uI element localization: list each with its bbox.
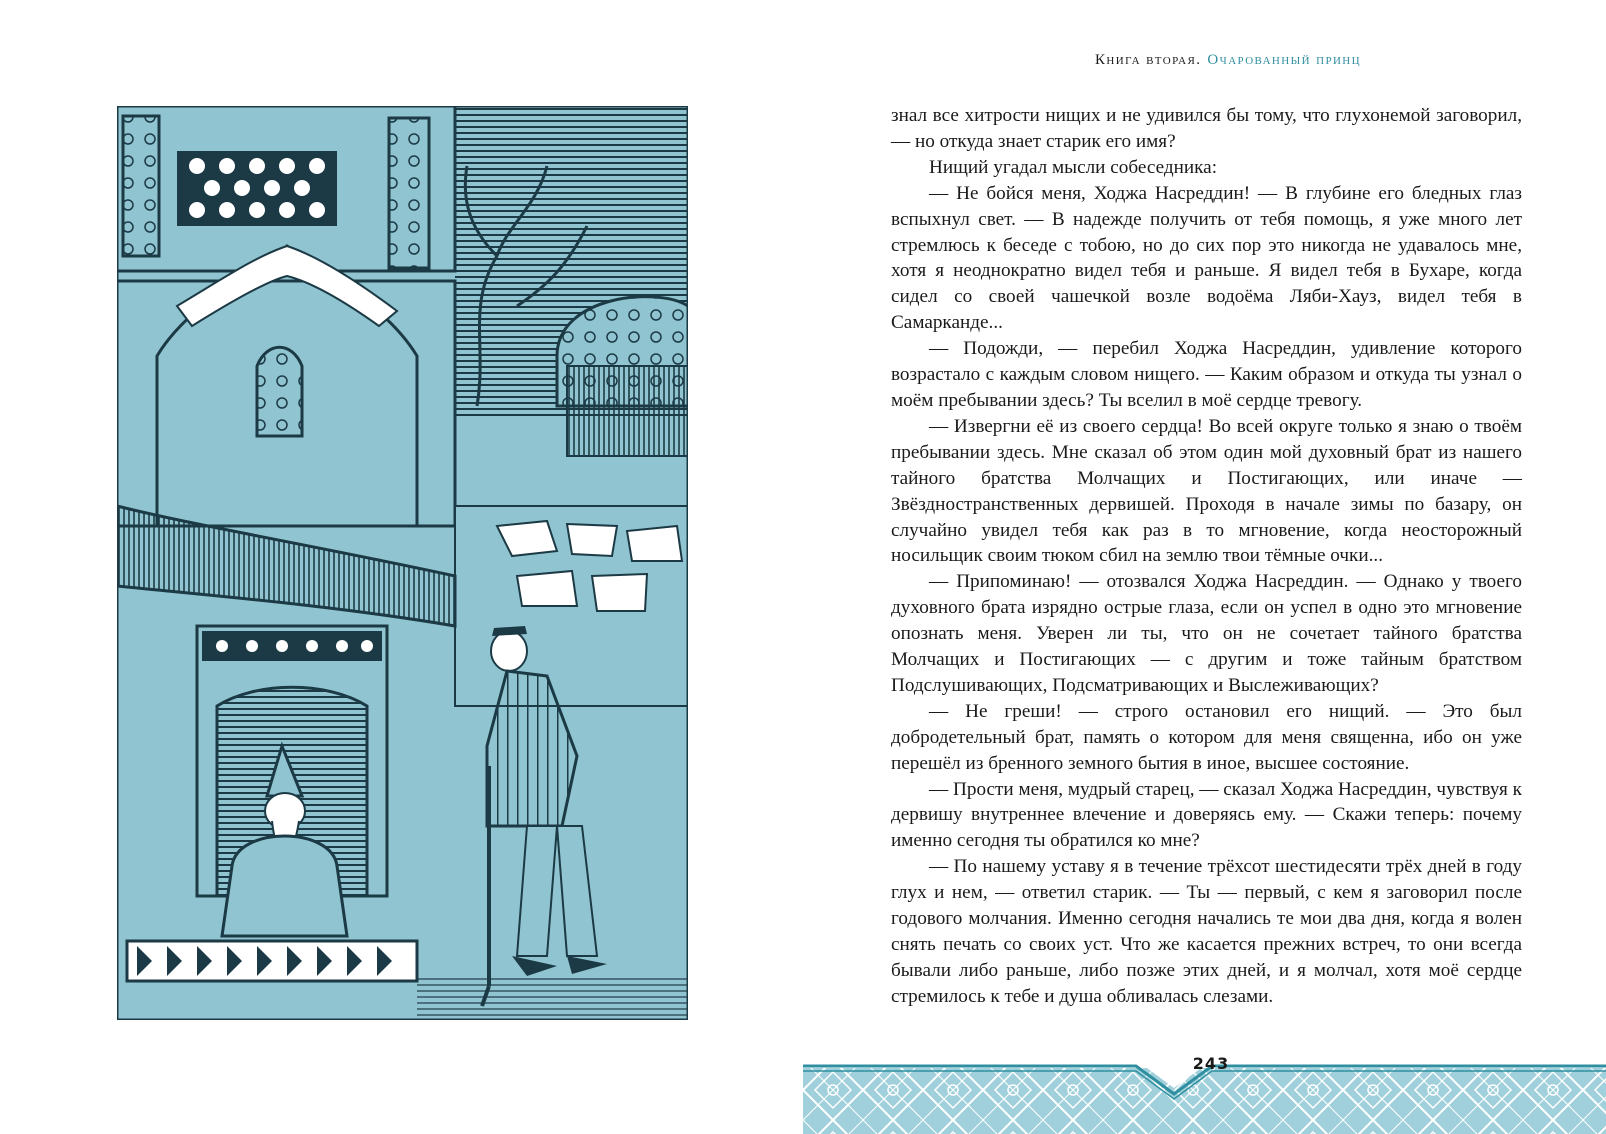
paragraph: — Не греши! — строго остановил его нищий. — Это был добродетельный брат, память о котором для меня священна, ибо он уже перешёл из бренного земного бытия в иное, высшее состояние. (891, 700, 1522, 774)
page-number: 243 (1192, 1054, 1230, 1073)
body-text (891, 103, 1522, 1010)
paragraph: — Прости меня, мудрый старец, — сказал Ходжа Насреддин, чувствуя к дервишу внутреннее влечение и доверяясь ему. — Скажи теперь: почему именно сегодня ты обратился ко мне? (891, 778, 1522, 852)
paragraph: — Подожди, — перебил Ходжа Насреддин, удивление которого возрастало с каждым словом нищего. — Каким образом и откуда ты узнал о моём пребывании здесь? Ты вселил в моё сердце тревогу. (891, 338, 1522, 411)
paragraph: — Не бойся меня, Ходжа Насреддин! — В глубине его бледных глаз вспыхнул свет. — В надежде получить от тебя помощь, я уже много лет стремлюсь к беседе с тобою, но до сих пор это никогда не удавалось мне, хотя я неоднократно видел тебя и раньше. Я видел тебя в Бухаре, когда сидел со своей чашечкой возле водоёма Ляби-Хауз, видел тебя в Самарканде... (891, 182, 1522, 334)
paragraph: Нищий угадал мысли собеседника: (929, 156, 1218, 178)
paragraph: — По нашему уставу я в течение трёхсот шестидесяти трёх дней в году глух и нем, — ответил старик. — Ты — первый, с кем я заговорил после годового молчания. Именно сегодня начались те мои два дня, когда я волен снять печать со своих уст. Что же касается прежних встреч, то они всегда бывали либо раньше, либо позже этих дней, и я молчал, хотя моё сердце стремилось к тебе и душа обливалась слезами. (891, 856, 1522, 1007)
book-illustration (117, 106, 688, 1020)
illustration-beggar-dervish-icon (117, 106, 688, 1020)
paragraph: — Извергни её из своего сердца! Во всей округе только я знаю о твоём пребывании здесь. Мне сказал об этом один мой духовный брат из нашего тайного братства Молчащих и Постигающих, или иначе — Звёздностранственных дервишей. Проходя в начале зимы по базару, он случайно увидел тебя как раз в то мгновение, когда неосторожный носильщик своим тюком сбил на землю твои тёмные очки... (891, 415, 1522, 567)
paragraph: знал все хитрости нищих и не удивился бы тому, что глухонемой заговорил, — но откуда знает старик его имя? (891, 105, 1522, 152)
chapter-title: Очарованный принц (1207, 52, 1361, 68)
book-title: Книга вторая. (1095, 52, 1202, 68)
paragraph: — Припоминаю! — отозвался Ходжа Насреддин. — Однако у твоего духовного брата изрядно острые глаза, если он успел в одно это мгновение опознать меня. Уверен ли ты, что он не сочетает тайного братства Молчащих и Постигающих — с другим и тоже тайным братством Подслушивающих, Подсматривающих и Выслеживающих? (891, 571, 1522, 696)
running-header (1095, 52, 1361, 69)
